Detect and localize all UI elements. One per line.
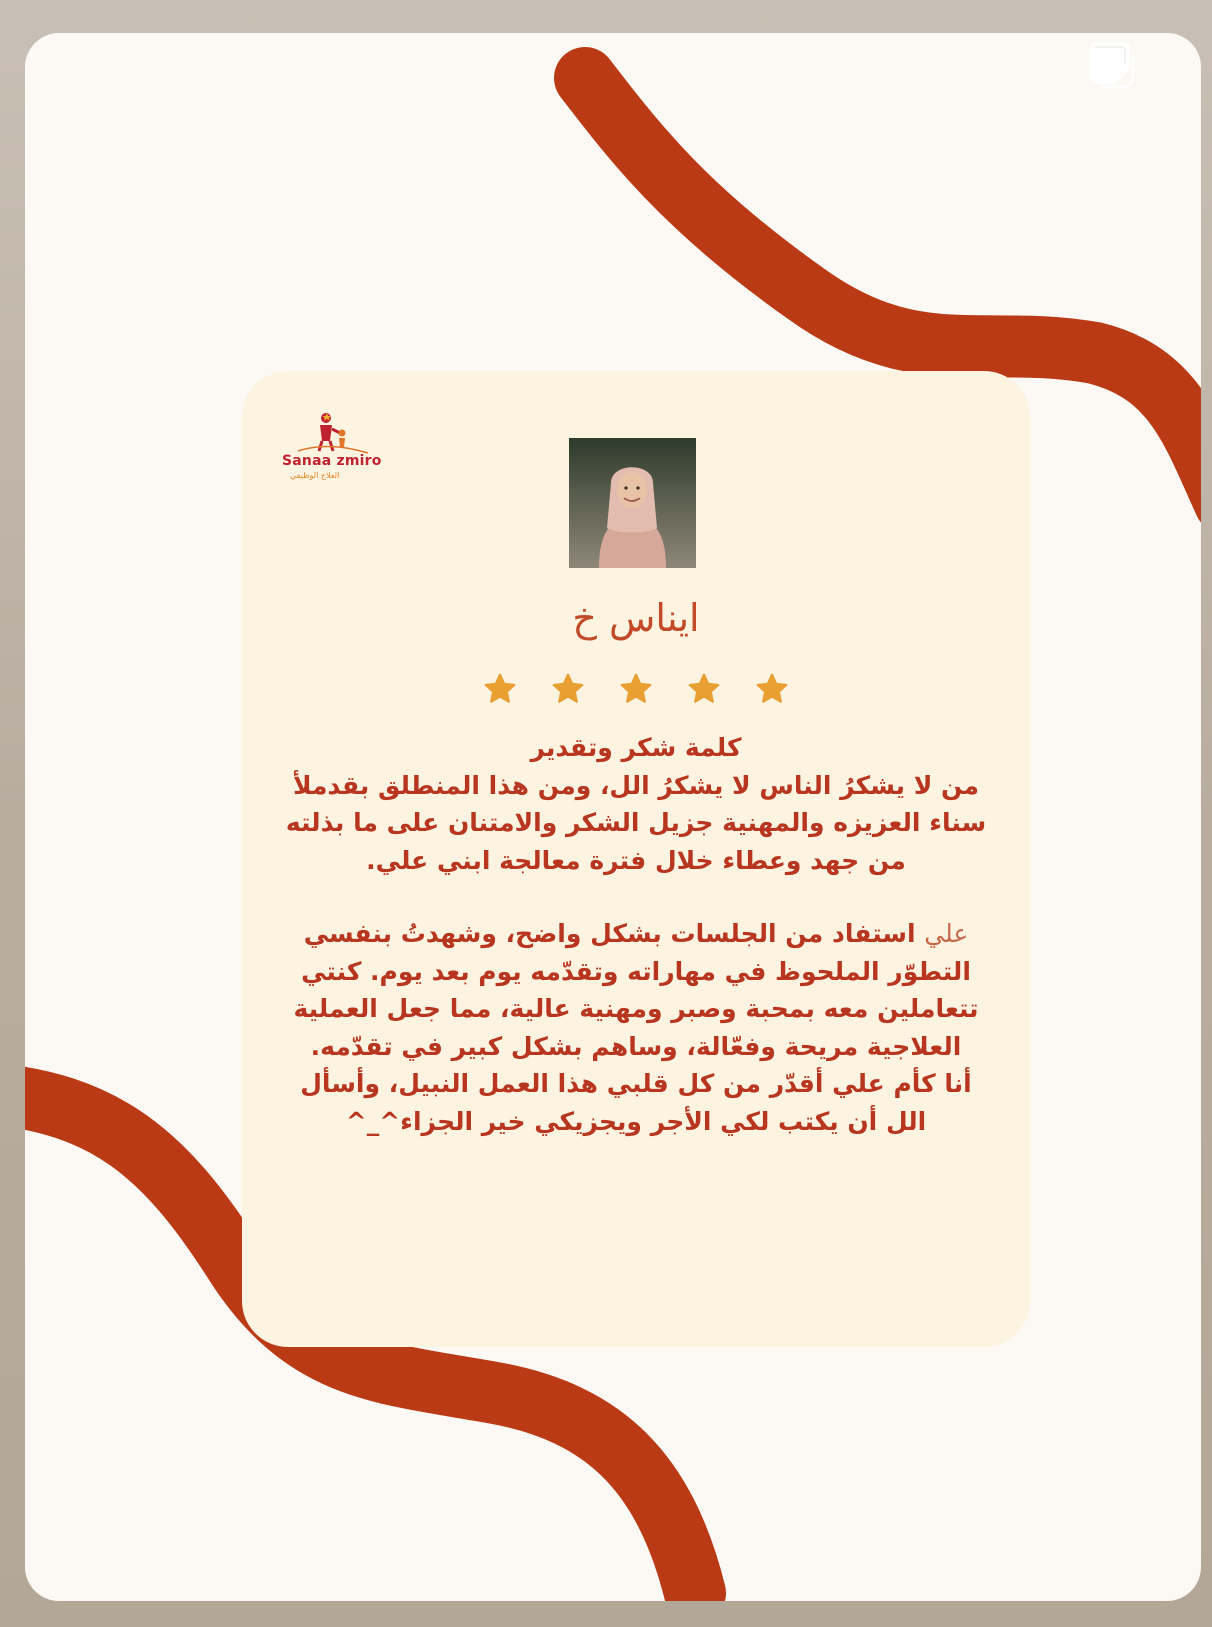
message-paragraph-1: من لا يشكرُ الناس لا يشكرُ الل، ومن هذا المنطلق بقدملأ سناء العزيزه والمهنية جزيل الشكر والامتنان على ما بذلته من جهد وعطاء خلال فترة معالجة ابني علي.	[285, 770, 987, 875]
star-icon	[482, 671, 518, 707]
story-frame	[25, 33, 1201, 1601]
message-title: كلمة شكر وتقدير	[530, 733, 742, 762]
logo-brand-text: Sanaa zmiro	[282, 453, 382, 469]
brand-logo	[278, 411, 388, 491]
star-icon	[550, 671, 586, 707]
sticker-icon[interactable]	[1083, 35, 1139, 91]
testimonial-message	[282, 729, 990, 1140]
message-paragraph-2	[282, 915, 990, 1065]
avatar-photo	[569, 438, 696, 568]
child-name-highlight: علي	[924, 919, 969, 948]
logo-subtitle: العلاج الوظيفي	[290, 471, 340, 480]
message-paragraph-2-text: استفاد من الجلسات بشكل واضح، وشهدتُ بنفسي التطوّر الملحوظ في مهاراته وتقدّمه يوم بعد يوم. كنتي تتعاملين معه بمحبة وصبر ومهنية عالية، مما جعل العملية العلاجية مريحة وفعّالة، وساهم بشكل كبير في تقدّمه.	[293, 919, 979, 1061]
testimonial-card	[242, 371, 1030, 1347]
star-icon	[686, 671, 722, 707]
star-icon	[754, 671, 790, 707]
star-icon	[618, 671, 654, 707]
rating-stars	[242, 671, 1030, 707]
reviewer-name: ايناس خ	[572, 596, 700, 640]
reviewer-avatar	[569, 438, 696, 568]
message-paragraph-3: أنا كأم علي أقدّر من كل قلبي هذا العمل النبيل، وأسأل الل أن يكتب لكي الأجر ويجزيكي خير الجزاء^_^	[300, 1069, 972, 1136]
